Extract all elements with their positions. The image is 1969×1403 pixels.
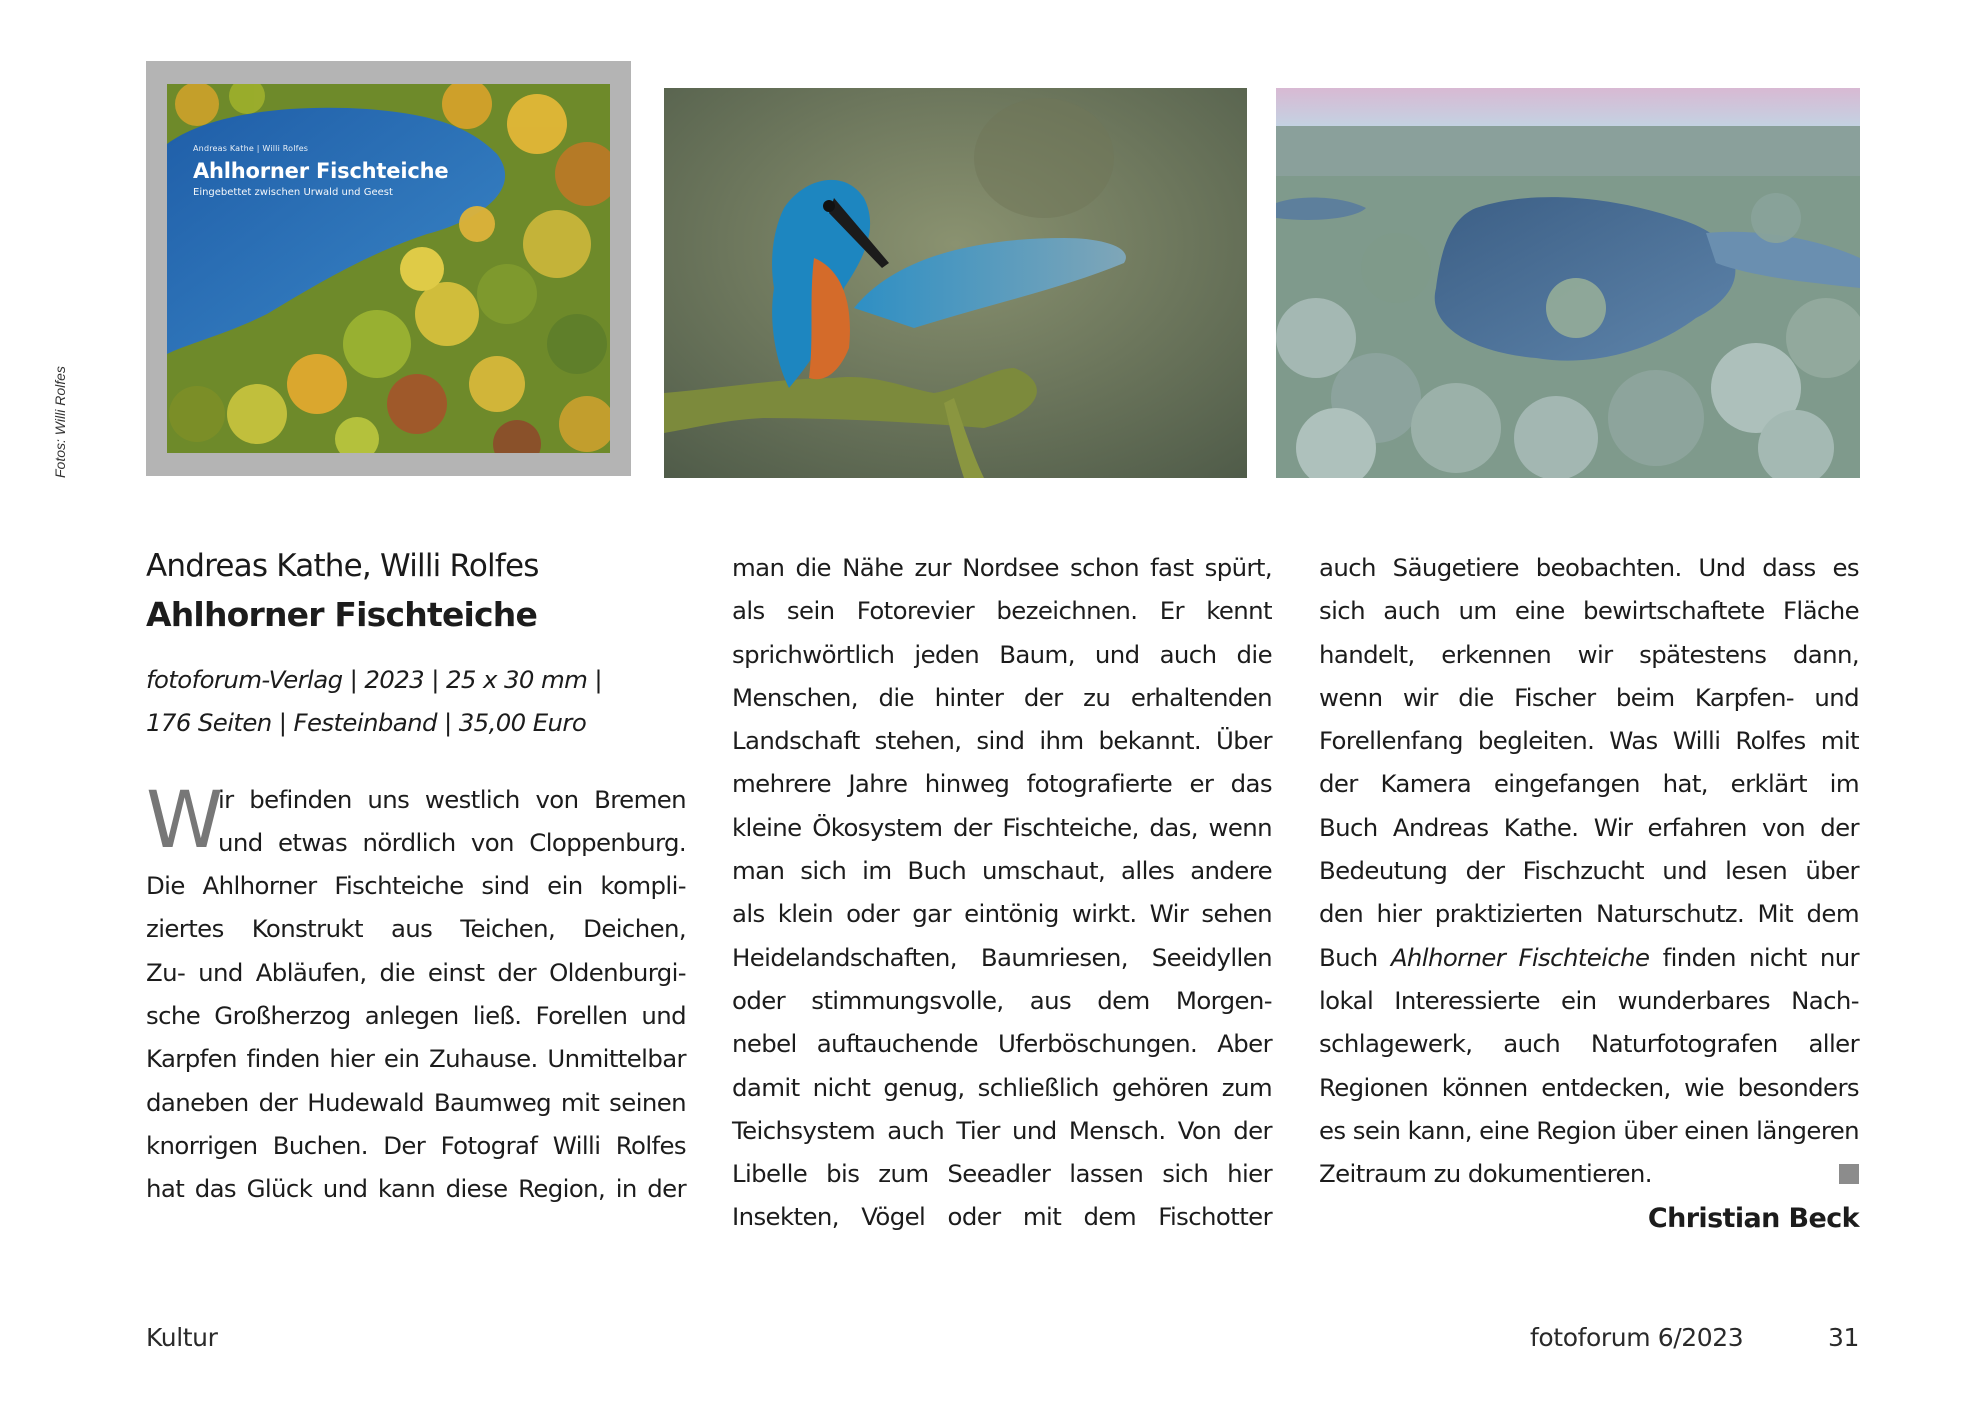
kingfisher-image (664, 88, 1247, 478)
text-line: knorrigen Buchen. Der Fotograf Willi Rolfes (146, 1130, 686, 1160)
text-line: Insekten, Vögel oder mit dem Fischotter (732, 1202, 1272, 1232)
text-line: ir befinden uns westlich von Bremen (218, 784, 686, 814)
text-line: Menschen, die hinter der zu erhaltenden (732, 682, 1272, 712)
text-line: lokal Interessierte ein wunderbares Nach- (1319, 985, 1859, 1015)
text-line: Bedeutung der Fischzucht und lesen über (1319, 856, 1859, 886)
text-line: Buch Andreas Kathe. Wir erfahren von der (1319, 812, 1859, 842)
kingfisher-photo (664, 88, 1247, 478)
text-line: der Kamera eingefangen hat, erklärt im (1319, 769, 1859, 799)
text-line: man die Nähe zur Nordsee schon fast spürt, (732, 553, 1272, 582)
cover-title: Ahlhorner Fischteiche (193, 159, 449, 183)
text-line: mehrere Jahre hinweg fotografierte er das (732, 769, 1272, 799)
text-line: ziertes Konstrukt aus Teichen, Deichen, (146, 914, 686, 944)
text-line: Heidelandschaften, Baumriesen, Seeidyllen (732, 942, 1272, 972)
text-line: Zu- und Abläufen, die einst der Oldenburgi- (146, 957, 686, 987)
text-line: Karpfen finden hier ein Zuhause. Unmittelbar (146, 1044, 686, 1074)
text-fragment: Buch (1319, 942, 1391, 972)
cover-subtitle: Eingebettet zwischen Urwald und Geest (193, 187, 393, 198)
text-line: als klein oder gar eintönig wirkt. Wir sehen (732, 899, 1272, 929)
text-line: Libelle bis zum Seeadler lassen sich hier (732, 1159, 1272, 1189)
text-line: es sein kann, eine Region über einen längeren (1319, 1115, 1859, 1145)
text-line: Landschaft stehen, sind ihm bekannt. Über (732, 726, 1272, 756)
book-title: Ahlhorner Fischteiche (146, 595, 538, 634)
reviewer-name: Christian Beck (1647, 1203, 1859, 1235)
text-line-last (1319, 1152, 1859, 1195)
page-number: 31 (1828, 1323, 1860, 1352)
footer-section: Kultur (146, 1323, 218, 1352)
text-line-with-book-title (1319, 936, 1859, 979)
text-line: hat das Glück und kann diese Region, in der (146, 1174, 686, 1204)
book-details-line: fotoforum-Verlag | 2023 | 25 x 30 mm | (146, 665, 603, 694)
photo-credit: Fotos: Willi Rolfes (52, 366, 68, 478)
text-line: als sein Fotorevier bezeichnen. Er kennt (732, 596, 1272, 626)
footer-issue: fotoforum 6/2023 (1530, 1323, 1744, 1352)
article-column-1 (146, 546, 686, 1211)
article-column-2 (732, 546, 1272, 1239)
text-line: Die Ahlhorner Fischteiche sind ein kompli- (146, 871, 686, 901)
text-line: damit nicht genug, schließlich gehören zum (732, 1072, 1272, 1102)
text-line: man sich im Buch umschaut, alles andere (732, 856, 1272, 886)
text-line: handelt, erkennen wir spätestens dann, (1319, 639, 1859, 669)
text-line: oder stimmungsvolle, aus dem Morgen- (732, 985, 1272, 1015)
text-line: nebel auftauchende Uferböschungen. Aber (732, 1029, 1272, 1059)
book-authors: Andreas Kathe, Willi Rolfes (146, 548, 539, 584)
book-cover-image (146, 61, 631, 476)
text-line: kleine Ökosystem der Fischteiche, das, wenn (732, 812, 1272, 842)
text-fragment: Zeitraum zu dokumentieren. (1319, 1159, 1652, 1189)
text-line: schlagewerk, auch Naturfotografen aller (1319, 1029, 1859, 1059)
text-line: wenn wir die Fischer beim Karpfen- und (1319, 682, 1859, 712)
text-line: auch Säugetiere beobachten. Und dass es (1319, 553, 1859, 582)
book-details-line: 176 Seiten | Festeinband | 35,00 Euro (146, 708, 587, 738)
text-line: daneben der Hudewald Baumweg mit seinen (146, 1087, 686, 1117)
book-details (146, 658, 686, 745)
text-line: sich auch um eine bewirtschaftete Fläche (1319, 596, 1859, 626)
text-line: Regionen können entdecken, wie besonders (1319, 1072, 1859, 1102)
frosty-pond-photo (1276, 88, 1860, 478)
cover-authors: Andreas Kathe | Willi Rolfes (193, 144, 309, 153)
aerial-autumn-forest-image (167, 84, 610, 453)
book-cover-art (167, 84, 610, 453)
text-line: und etwas nördlich von Cloppenburg. (218, 827, 686, 857)
aerial-frost-pond-image (1276, 88, 1860, 478)
text-line: Teichsystem auch Tier und Mensch. Von der (732, 1115, 1272, 1145)
text-line: sprichwörtlich jeden Baum, und auch die (732, 639, 1272, 669)
text-fragment: finden nicht nur (1649, 942, 1859, 972)
book-title-inline: Ahlhorner Fischteiche (1390, 942, 1650, 972)
drop-cap: W (146, 775, 224, 866)
end-square-icon (1839, 1164, 1859, 1184)
article-body-start (146, 775, 686, 1211)
text-line: sche Großherzog anlegen ließ. Forellen und (146, 1001, 686, 1031)
text-line: Forellenfang begleiten. Was Willi Rolfes mit (1319, 726, 1859, 756)
text-line: den hier praktizierten Naturschutz. Mit dem (1319, 899, 1859, 929)
article-column-3 (1319, 546, 1859, 1241)
